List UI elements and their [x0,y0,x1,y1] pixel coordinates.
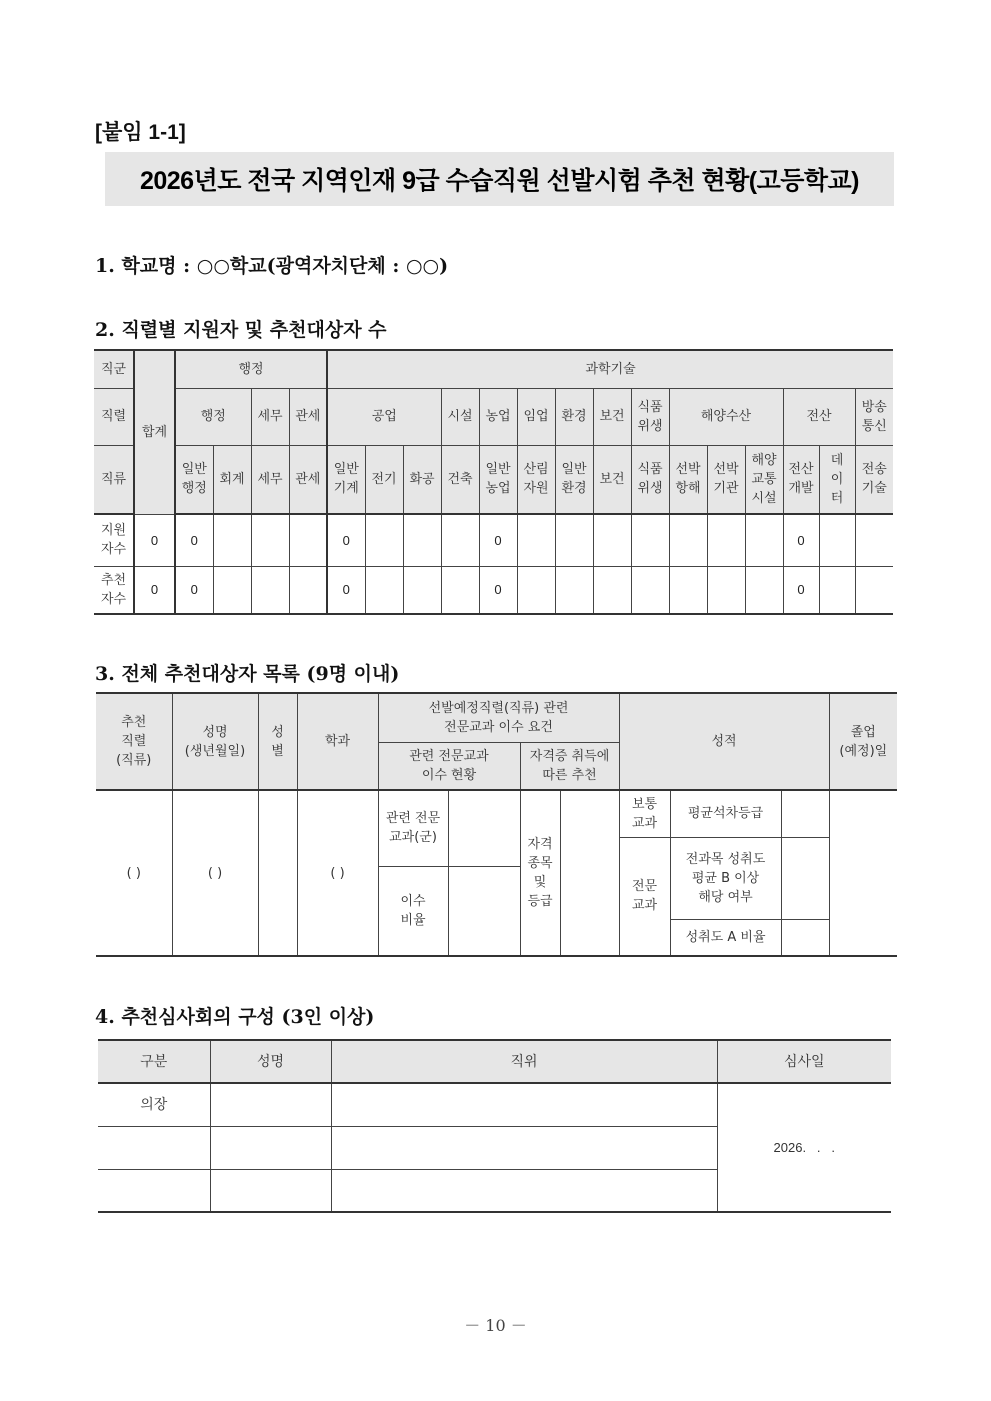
class-header: 관세 [289,445,327,514]
achievement-b-value [781,837,829,919]
review-date: 2026. . . [717,1083,891,1212]
count-cell [251,514,289,566]
class-header: 전산 개발 [783,445,819,514]
row-label-series: 직렬 [94,388,134,445]
graduation-value [829,790,897,956]
class-header: 선박 항해 [669,445,707,514]
count-cell [631,514,669,566]
count-cell [819,514,855,566]
series-broadcast: 방송 통신 [855,388,893,445]
general-subjects-label: 보통 교과 [619,790,670,837]
completion-rate-value [448,866,520,956]
count-cell: 0 [479,566,517,614]
member-name [210,1126,331,1169]
row-label-recommended: 추천 자수 [94,566,134,614]
applicants-total: 0 [134,514,175,566]
class-header: 산림 자원 [517,445,555,514]
member-role [98,1169,210,1212]
class-header: 회계 [213,445,251,514]
class-header: 화공 [403,445,441,514]
header-name: 성명 (생년월일) [172,693,258,790]
count-cell [631,566,669,614]
count-cell: 0 [175,514,213,566]
count-cell [441,514,479,566]
count-cell [707,514,745,566]
count-cell [365,566,403,614]
count-cell [855,514,893,566]
related-courses-label: 관련 전문 교과(군) [378,790,448,866]
count-cell [289,566,327,614]
series-forestry: 임업 [517,388,555,445]
department-value: ( ) [297,790,378,956]
series-environment: 환경 [555,388,593,445]
class-header: 일반 기계 [327,445,365,514]
series-computing: 전산 [783,388,855,445]
count-cell [365,514,403,566]
class-header: 일반 농업 [479,445,517,514]
class-header: 세무 [251,445,289,514]
series-industry: 공업 [327,388,441,445]
page-number: － 10 － [464,1316,527,1335]
count-cell [517,514,555,566]
recommended-list-table [96,692,897,957]
gender-value [258,790,297,956]
count-cell [745,514,783,566]
header-department: 학과 [297,693,378,790]
count-cell [213,566,251,614]
header-role: 구분 [98,1040,210,1083]
total-header: 합계 [134,350,175,514]
completion-rate-label: 이수 비율 [378,866,448,956]
count-cell [819,566,855,614]
count-cell: 0 [327,514,365,566]
series-food-hygiene: 식품 위생 [631,388,669,445]
member-name [210,1169,331,1212]
member-position [331,1126,717,1169]
section2-heading: 2. 직렬별 지원자 및 추천대상자 수 [95,319,387,341]
series-facility: 시설 [441,388,479,445]
count-cell: 0 [783,566,819,614]
class-header: 식품 위생 [631,445,669,514]
series-admin: 행정 [175,388,251,445]
series-marine: 해양수산 [669,388,783,445]
document-title: 2026년도 전국 지역인재 9급 수습직원 선발시험 추천 현황(고등학교) [139,167,860,195]
cert-items-label: 자격 종목 및 등급 [520,790,560,956]
member-role [98,1126,210,1169]
class-header: 보건 [593,445,631,514]
member-position [331,1169,717,1212]
header-gender: 성 별 [258,693,297,790]
review-committee-table [98,1039,891,1213]
class-header: 일반 환경 [555,445,593,514]
achievement-a-label: 성취도 A 비율 [670,919,781,956]
header-cert-recommend: 자격증 취득에 따른 추천 [520,742,619,790]
class-header: 해양 교통 시설 [745,445,783,514]
header-member-name: 성명 [210,1040,331,1083]
header-position: 추천 직렬 (직류) [96,693,172,790]
header-graduation: 졸업 (예정)일 [829,693,897,790]
count-cell [707,566,745,614]
header-courses-status: 관련 전문교과 이수 현황 [378,742,520,790]
count-cell: 0 [783,514,819,566]
cert-items-value [560,790,619,956]
member-name [210,1083,331,1126]
group-admin: 행정 [175,350,327,388]
class-header: 건축 [441,445,479,514]
header-grades: 성적 [619,693,829,790]
avg-rank-grade-label: 평균석차등급 [670,790,781,837]
count-cell [669,514,707,566]
class-header: 전기 [365,445,403,514]
count-cell [855,566,893,614]
count-cell [213,514,251,566]
count-cell [745,566,783,614]
related-courses-value [448,790,520,866]
row-label-group: 직군 [94,350,134,388]
class-header: 일반 행정 [175,445,213,514]
attachment-label: [붙임 1-1] [95,121,186,144]
count-cell [403,566,441,614]
count-cell [441,566,479,614]
applicants-by-series-table [94,349,893,615]
member-position [331,1083,717,1126]
member-role: 의장 [98,1083,210,1126]
class-header: 전송 기술 [855,445,893,514]
row-label-applicants: 지원 자수 [94,514,134,566]
count-cell [593,566,631,614]
name-value: ( ) [172,790,258,956]
position-value: ( ) [96,790,172,956]
count-cell [555,514,593,566]
class-header: 데 이 터 [819,445,855,514]
class-header: 선박 기관 [707,445,745,514]
count-cell [555,566,593,614]
document-title-box [105,152,894,206]
row-label-class: 직류 [94,445,134,514]
avg-rank-grade-value [781,790,829,837]
section4-heading: 4. 추천심사회의 구성 (3인 이상) [95,1006,375,1028]
count-cell [251,566,289,614]
header-member-position: 직위 [331,1040,717,1083]
series-agriculture: 농업 [479,388,517,445]
major-subjects-label: 전문 교과 [619,837,670,956]
series-customs: 관세 [289,388,327,445]
count-cell [403,514,441,566]
achievement-b-label: 전과목 성취도 평균 B 이상 해당 여부 [670,837,781,919]
count-cell [593,514,631,566]
count-cell [669,566,707,614]
group-science-tech: 과학기술 [327,350,893,388]
count-cell: 0 [479,514,517,566]
count-cell [517,566,555,614]
count-cell: 0 [327,566,365,614]
series-health: 보건 [593,388,631,445]
header-review-date: 심사일 [717,1040,891,1083]
series-tax: 세무 [251,388,289,445]
count-cell: 0 [175,566,213,614]
section1-heading: 1. 학교명 : ○○학교(광역자치단체 : ○○) [95,255,449,277]
header-requirement: 선발예정직렬(직류) 관련 전문교과 이수 요건 [378,693,619,742]
section3-heading: 3. 전체 추천대상자 목록 (9명 이내) [95,663,400,685]
achievement-a-value [781,919,829,956]
count-cell [289,514,327,566]
recommended-total: 0 [134,566,175,614]
